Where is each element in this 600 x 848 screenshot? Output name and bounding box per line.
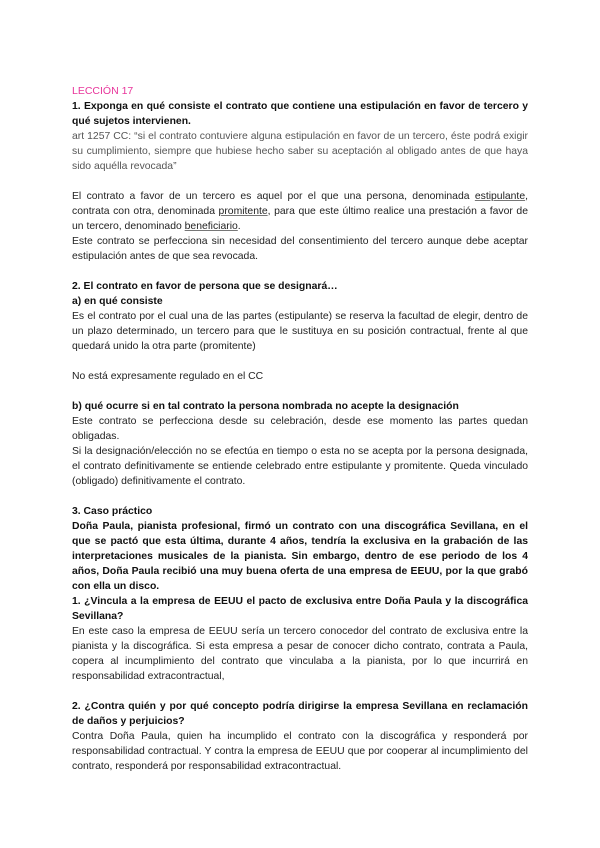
lesson-title: LECCIÓN 17 (72, 85, 134, 97)
question-2b-heading: b) qué ocurre si en tal contrato la persona nombrada no acepte la designación (72, 401, 459, 412)
subquestion-1-answer: En este caso la empresa de EEUU sería un tercero conocedor del contrato de exclusiva entre la pianista y la discográfica. Si esta empresa a pesar de conocer dicho contrato, contrata a Paula, copera al incumplimiento del contrato que vinculaba a la pianista, por lo que incurrirá en responsabilidad extracontractual, (72, 626, 528, 682)
question-1-heading: 1. Exponga en qué consiste el contrato que contiene una estipulación en favor de tercero y qué sujetos intervienen. (72, 101, 528, 127)
question-2b-text-2: Si la designación/elección no se efectúa en tiempo o esta no se acepta por la persona designada, el contrato definitivamente se entiende celebrado entre estipulante y promitente. Queda vinculado (obligado) definitivamente el contrato. (72, 446, 528, 487)
term-beneficiario: beneficiario (184, 221, 238, 232)
case-statement: Doña Paula, pianista profesional, firmó un contrato con una discográfica Sevillana, en el que se pactó que esta última, durante 4 años, tendría la exclusiva en la grabación de las interpretaciones musicales de la pianista. Sin embargo, dentro de ese periodo de los 4 años, Doña Paula recibió una muy buena oferta de una empresa de EEUU, por la que grabó con ella un disco. (72, 521, 528, 592)
question-2a-heading: a) en qué consiste (72, 296, 163, 307)
document-page (72, 84, 528, 774)
article-quote: art 1257 CC: “si el contrato contuviere alguna estipulación en favor de un tercero, éste podrá exigir su cumplimiento, siempre que hubiese hecho saber su aceptación al obligado antes de que haya sido aquélla revocada” (72, 131, 528, 172)
subquestion-2-answer: Contra Doña Paula, quien ha incumplido el contrato con la discográfica y responderá por responsabilidad contractual. Y contra la empresa de EEUU que por cooperar al incumplimiento del contrato, responderá por responsabilidad extracontractual. (72, 731, 528, 772)
question-2-heading: 2. El contrato en favor de persona que se designará… (72, 281, 338, 292)
question-3-heading: 3. Caso práctico (72, 506, 153, 517)
subquestion-1-heading: 1. ¿Vincula a la empresa de EEUU el pacto de exclusiva entre Doña Paula y la discográfica Sevillana? (72, 596, 528, 622)
term-promitente: promitente (218, 206, 268, 217)
question-2a-text: Es el contrato por el cual una de las partes (estipulante) se reserva la facultad de elegir, dentro de un plazo determinado, un tercero para que le sustituya en su posición contractual, frente al que quedará unido la otra parte (promitente) (72, 311, 528, 352)
question-2b-text-1: Este contrato se perfecciona desde su celebración, desde ese momento las partes quedan obligadas. (72, 416, 528, 442)
question-2a-note: No está expresamente regulado en el CC (72, 371, 264, 382)
subquestion-2-heading: 2. ¿Contra quién y por qué concepto podría dirigirse la empresa Sevillana en reclamación de daños y perjuicios? (72, 701, 528, 727)
definition-paragraph: El contrato a favor de un tercero es aquel por el que una persona, denominada estipulante, contrata con otra, denominada promitente, para que este último realice una prestación a favor de un tercero, denominado beneficiario. (72, 191, 528, 232)
perfection-paragraph: Este contrato se perfecciona sin necesidad del consentimiento del tercero aunque debe aceptar estipulación antes de que sea revocada. (72, 236, 528, 262)
term-estipulante: estipulante (474, 191, 526, 202)
